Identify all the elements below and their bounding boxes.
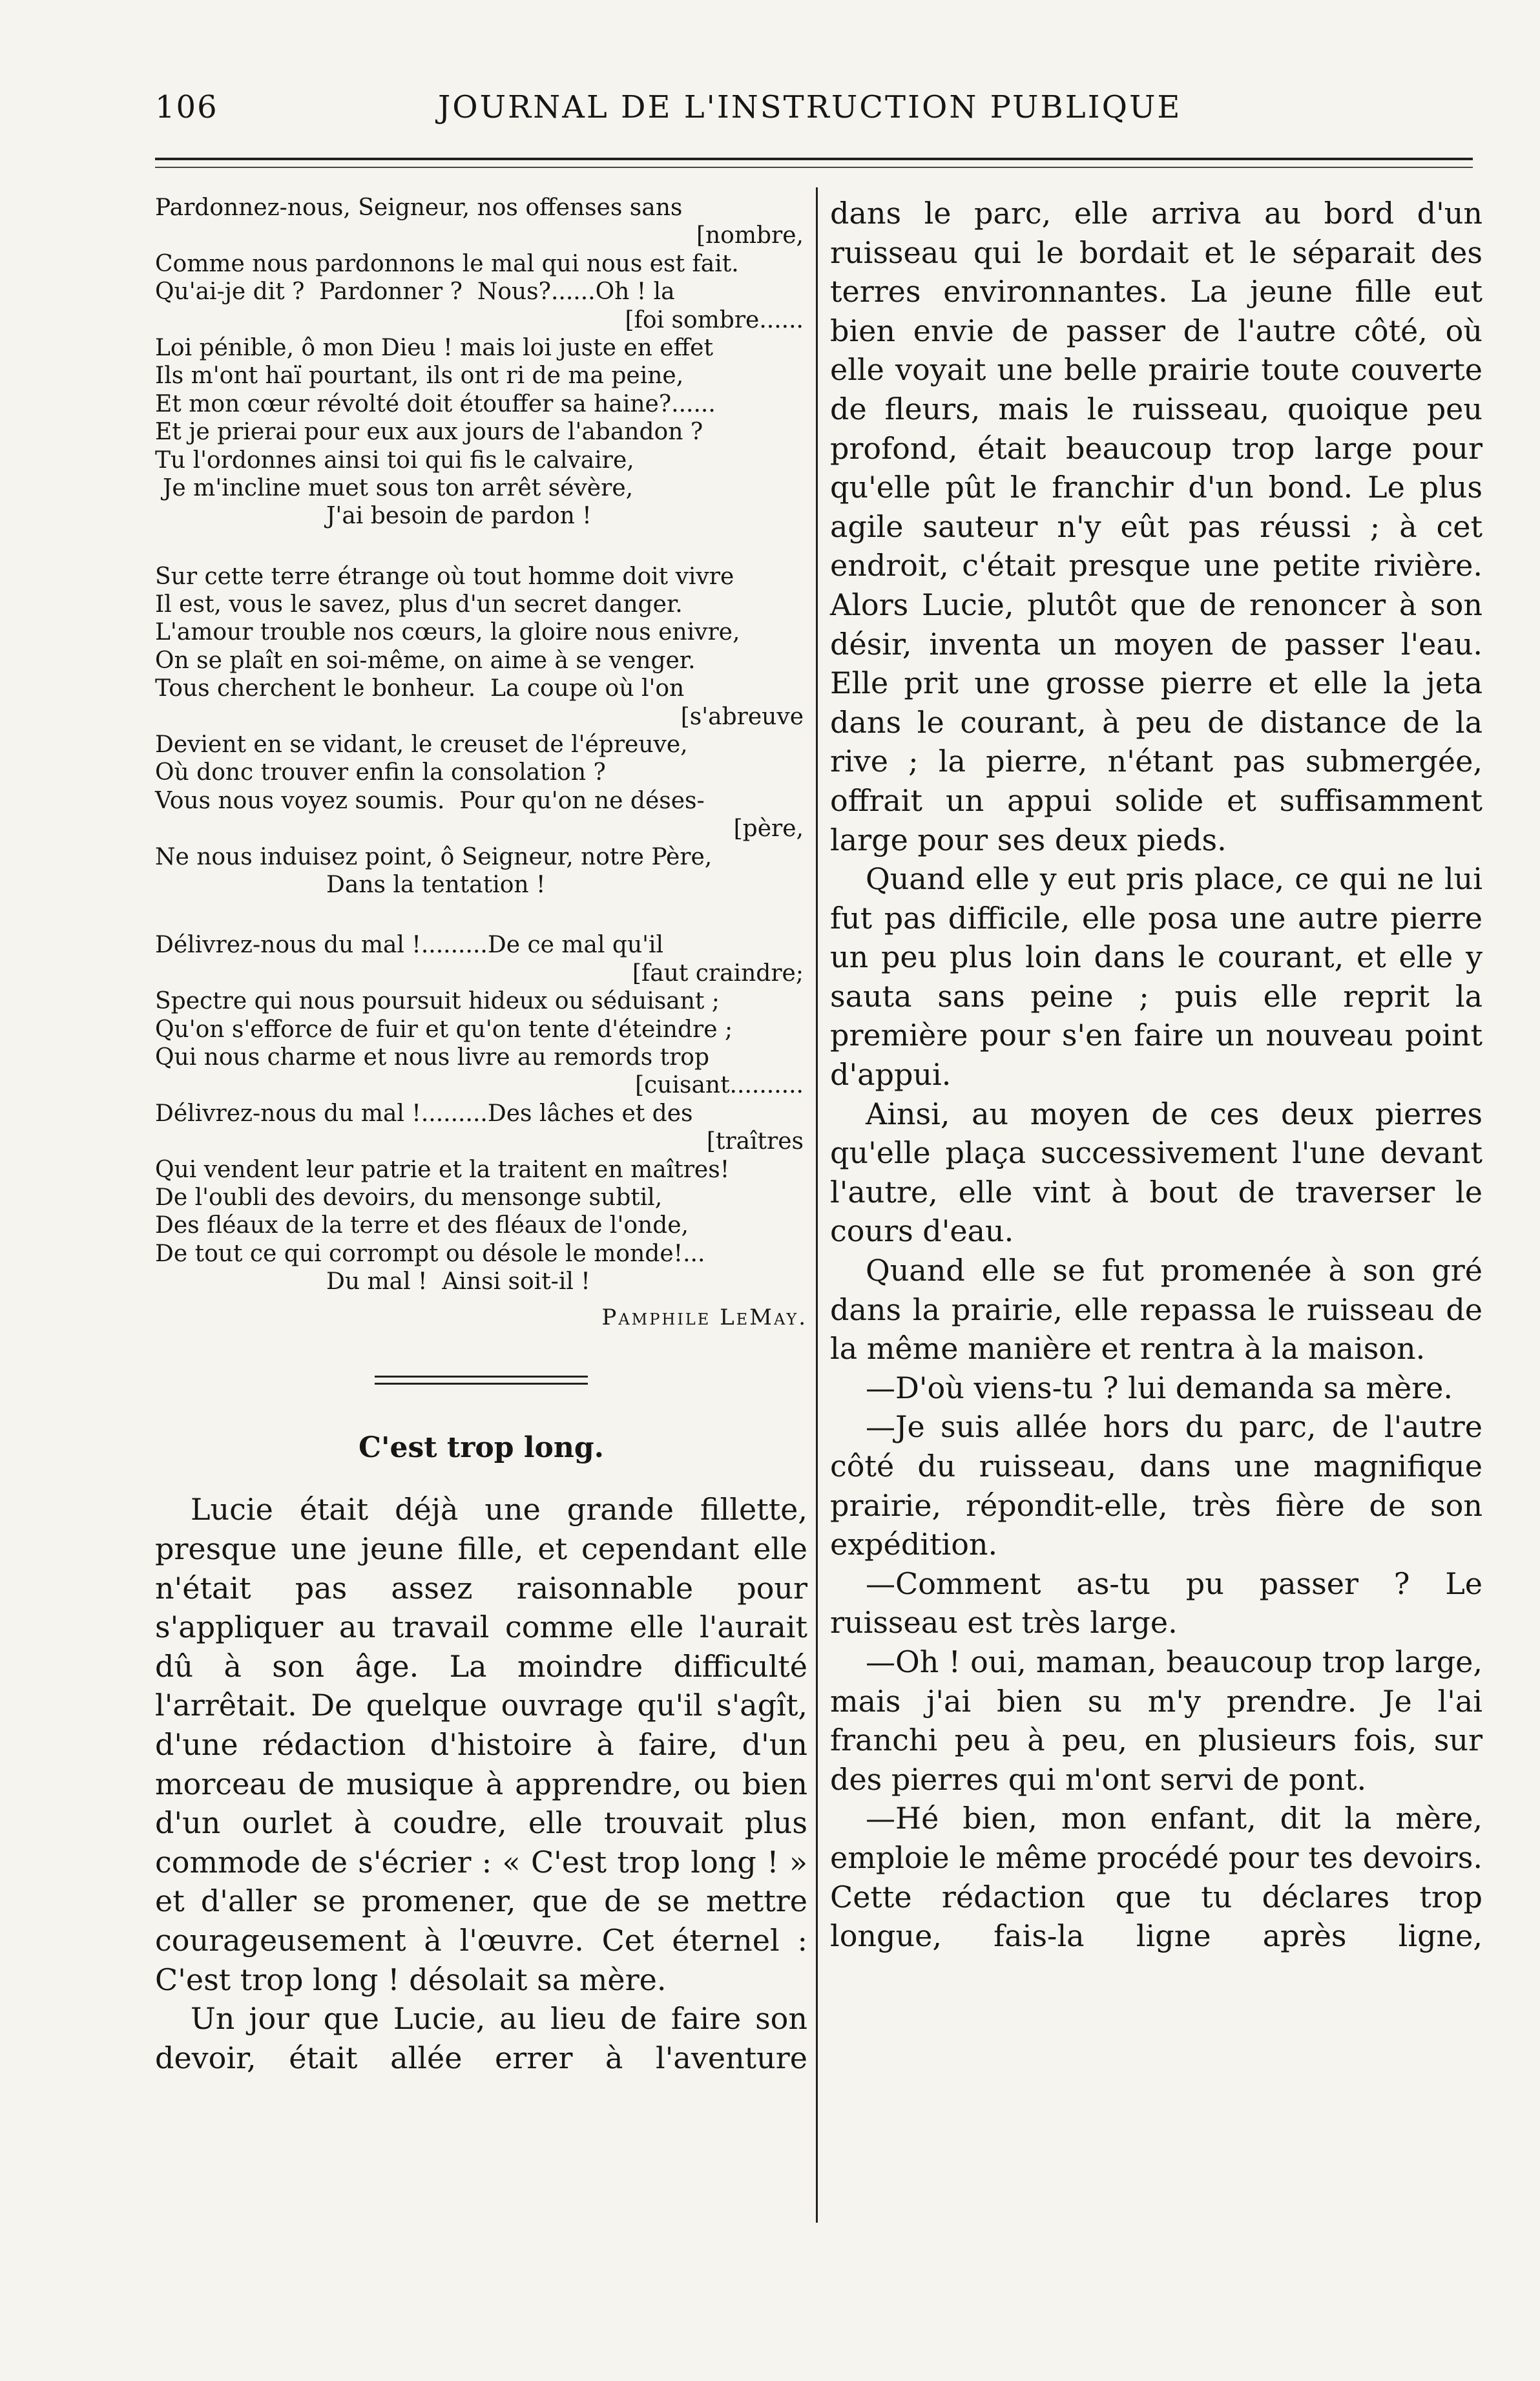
poem-line: L'amour trouble nos cœurs, la gloire nous enivre, [155, 619, 740, 646]
poem-line: Des fléaux de la terre et des fléaux de l'onde, [155, 1212, 689, 1239]
story-title: C'est trop long. [359, 1431, 604, 1465]
paragraph: Ainsi, au moyen de ces deux pierres qu'elle plaça successivement l'une devant l'autre, elle vint à bout de traverser le cours d'eau. [830, 1096, 1483, 1249]
poem-line: Tu l'ordonnes ainsi toi qui fis le calvaire, [155, 446, 634, 474]
poem-line: Spectre qui nous poursuit hideux ou séduisant ; [155, 988, 720, 1015]
poem-line: Ils m'ont haï pourtant, ils ont ri de ma peine, [155, 362, 684, 390]
poem-line: [s'abreuve [680, 703, 804, 730]
poem-line: De tout ce qui corrompt ou désole le monde!... [155, 1240, 705, 1267]
poem-line: J'ai besoin de pardon ! [326, 503, 592, 530]
story-right-text [830, 194, 1483, 1956]
paragraph: —Hé bien, mon enfant, dit la mère, emploie le même procédé pour tes devoirs. Cette rédaction que tu déclares trop longue, fais-la ligne après ligne, [830, 1801, 1483, 1954]
poem-line: Il est, vous le savez, plus d'un secret danger. [155, 591, 683, 618]
column-divider [816, 187, 818, 2223]
poem [155, 194, 807, 1295]
paragraph: —Comment as-tu pu passer ? Le ruisseau est très large. [830, 1566, 1483, 1641]
poem-line: Sur cette terre étrange où tout homme doit vivre [155, 563, 734, 590]
section-divider [375, 1376, 588, 1385]
right-column [830, 194, 1483, 1956]
story-left-text [155, 1490, 807, 2077]
poem-line: Devient en se vidant, le creuset de l'épreuve, [155, 731, 688, 759]
poem-line: [foi sombre...... [625, 306, 804, 333]
paragraph: Quand elle se fut promenée à son gré dans la prairie, elle repassa le ruisseau de la même manière et rentra à la maison. [830, 1253, 1483, 1367]
paragraph: —D'où viens-tu ? lui demanda sa mère. [866, 1370, 1453, 1405]
poem-line: Pardonnez-nous, Seigneur, nos offenses sans [155, 194, 683, 221]
poem-line: [nombre, [696, 222, 804, 249]
poem-line: [traîtres [706, 1128, 804, 1155]
poem-line: Qui vendent leur patrie et la traitent en maîtres! [155, 1156, 730, 1183]
poem-line: Délivrez-nous du mal !.........De ce mal qu'il [155, 932, 664, 959]
poem-line: Qu'ai-je dit ? Pardonner ? Nous?......Oh ! la [155, 278, 675, 306]
paragraph: —Je suis allée hors du parc, de l'autre côté du ruisseau, dans une magnifique prairie, répondit-elle, très fière de son expédition. [830, 1409, 1483, 1562]
poem-line: Tous cherchent le bonheur. La coupe où l'on [155, 675, 685, 702]
poem-line: Qui nous charme et nous livre au remords trop [155, 1044, 710, 1071]
poem-line: De l'oubli des devoirs, du mensonge subtil, [155, 1184, 663, 1211]
left-column [155, 194, 807, 2077]
journal-title: JOURNAL DE L'INSTRUCTION PUBLIQUE [438, 89, 1182, 125]
poem-line: [faut craindre; [632, 960, 804, 987]
poem-line: Et mon cœur révolté doit étouffer sa haine?...... [155, 390, 716, 417]
poem-line: Ne nous induisez point, ô Seigneur, notre Père, [155, 843, 713, 870]
poem-line: Vous nous voyez soumis. Pour qu'on ne déses- [155, 787, 705, 814]
paragraph: dans le parc, elle arriva au bord d'un ruisseau qui le bordait et le séparait des terres environnantes. La jeune fille eut bien envie de passer de l'autre côté, où elle voyait une belle prairie toute couverte de fleurs, mais le ruisseau, quoique peu profond, était beaucoup trop large pour qu'elle pût le franchir d'un bond. Le plus agile sauteur n'y eût pas réussi ; à cet endroit, c'était presque une petite rivière. Alors Lucie, plutôt que de renoncer à son désir, inventa un moyen de passer l'eau. Elle prit une grosse pierre et elle la jeta dans le courant, à peu de distance de la rive ; la pierre, n'étant pas submergée, offrait un appui solide et suffisamment large pour ses deux pieds. [830, 196, 1483, 857]
poem-line: Je m'incline muet sous ton arrêt sévère, [163, 474, 634, 501]
paragraph: Lucie était déjà une grande fillette, presque une jeune fille, et cependant elle n'était pas assez raisonnable pour s'appliquer au travail comme elle l'aurait dû à son âge. La moindre difficulté l'arrêtait. De quelque ouvrage qu'il s'agît, d'une rédaction d'histoire à faire, d'un morceau de musique à apprendre, ou bien d'un ourlet à coudre, elle trouvait plus commode de s'écrier : « C'est trop long ! » et d'aller se promener, que de se mettre courageusement à l'œuvre. Cet éternel : C'est trop long ! désolait sa mère. [155, 1492, 807, 1997]
poem-line: [cuisant.......... [635, 1072, 804, 1099]
poem-line: [père, [733, 815, 804, 843]
poem-line: Délivrez-nous du mal !.........Des lâches et des [155, 1100, 693, 1127]
poem-line: Dans la tentation ! [326, 871, 546, 898]
poem-line: Et je prierai pour eux aux jours de l'abandon ? [155, 419, 703, 446]
poem-signature: Pamphile LeMay. [601, 1305, 807, 1331]
poem-line: Comme nous pardonnons le mal qui nous est fait. [155, 250, 739, 277]
header-rule-thin [155, 167, 1473, 168]
page-number: 106 [155, 89, 218, 125]
poem-line: Où donc trouver enfin la consolation ? [155, 759, 606, 786]
poem-line: Du mal ! Ainsi soit-il ! [326, 1268, 590, 1295]
poem-line: Qu'on s'efforce de fuir et qu'on tente d'éteindre ; [155, 1016, 733, 1043]
paragraph: Quand elle y eut pris place, ce qui ne lui fut pas difficile, elle posa une autre pierre un peu plus loin dans le courant, et elle y sauta sans peine ; puis elle reprit la première pour s'en faire un nouveau point d'appui. [830, 861, 1483, 1093]
poem-line: Loi pénible, ô mon Dieu ! mais loi juste en effet [155, 334, 713, 361]
poem-line: On se plaît en soi-même, on aime à se venger. [155, 647, 696, 674]
header-rule [155, 158, 1473, 160]
paragraph: —Oh ! oui, maman, beaucoup trop large, mais j'ai bien su m'y prendre. Je l'ai franchi peu à peu, en plusieurs fois, sur des pierres qui m'ont servi de pont. [830, 1644, 1483, 1797]
paragraph: Un jour que Lucie, au lieu de faire son devoir, était allée errer à l'aventure [155, 2001, 807, 2075]
